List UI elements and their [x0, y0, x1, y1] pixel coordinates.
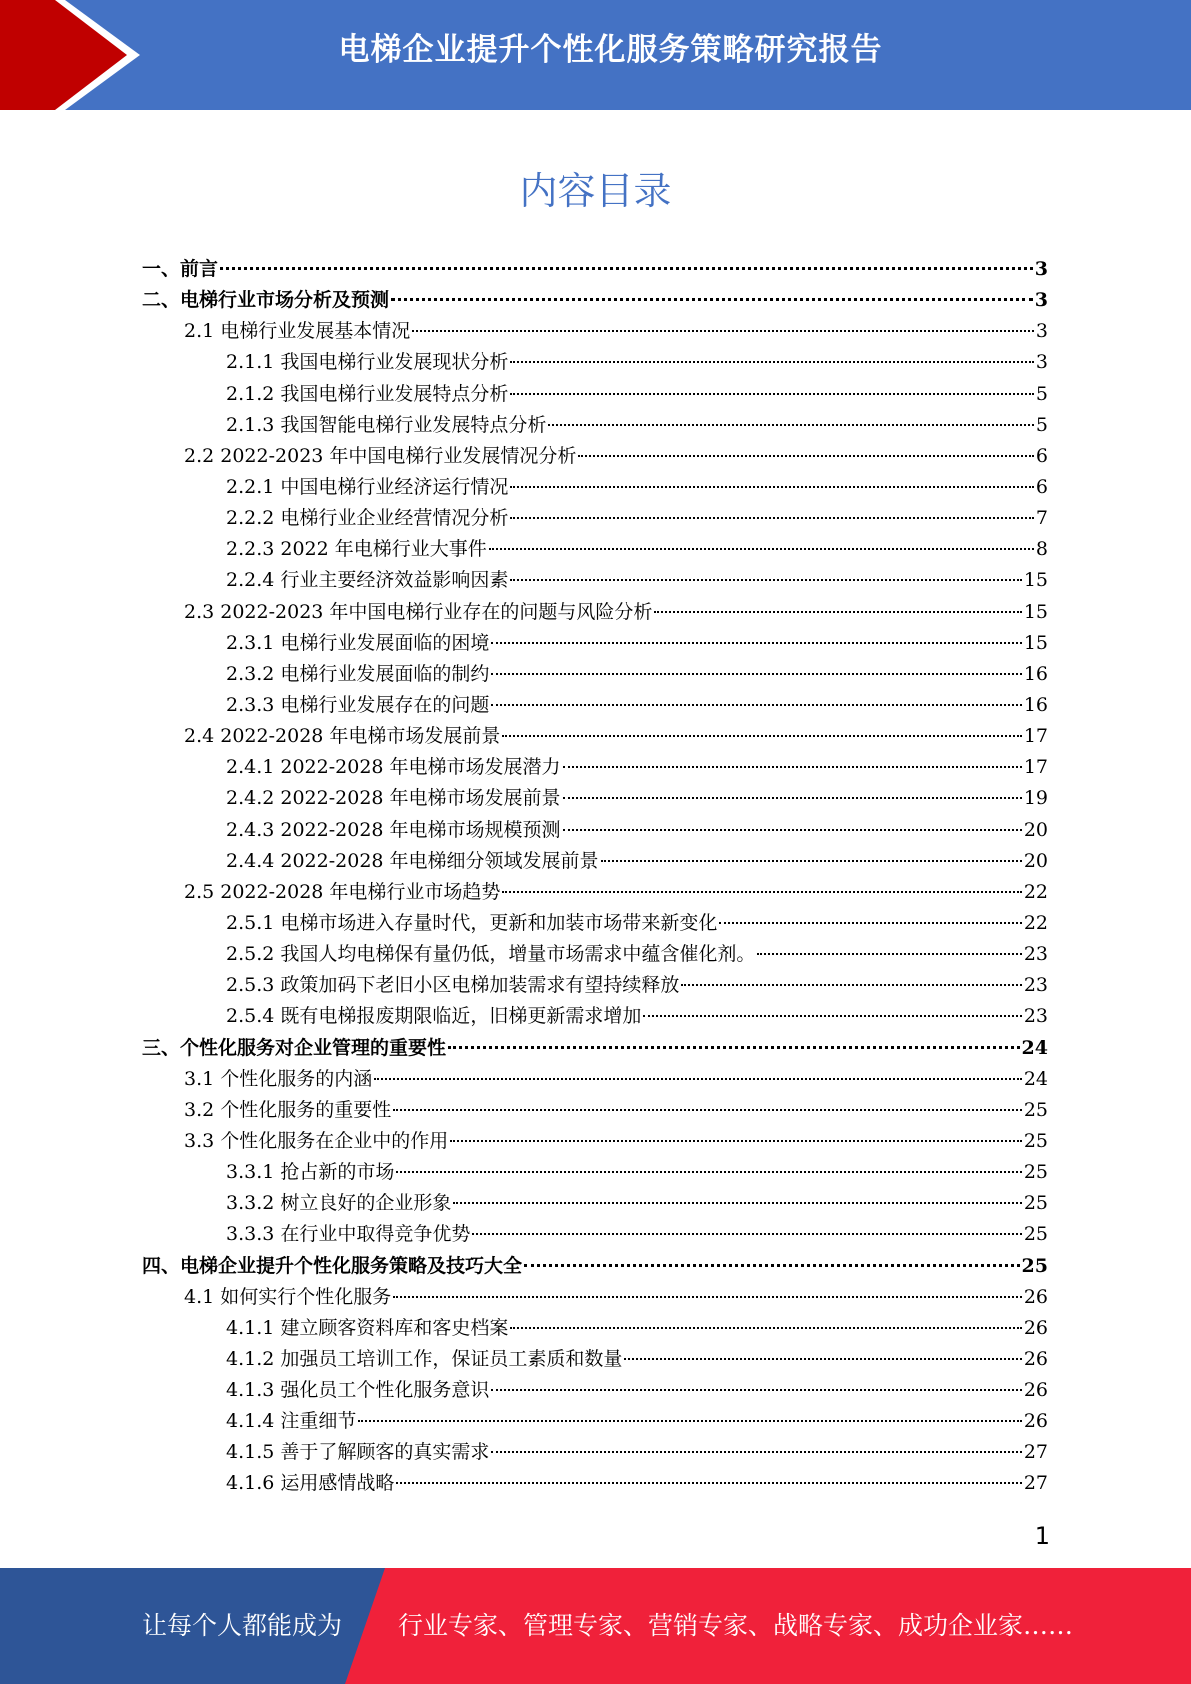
toc-entry-label: 2.3.1 电梯行业发展面临的困境	[226, 631, 490, 654]
toc-dot-leader	[491, 673, 1021, 675]
toc-entry-page: 3	[1035, 320, 1048, 343]
toc-entry-label: 二、电梯行业市场分析及预测	[142, 289, 390, 312]
toc-entry-page: 25	[1021, 1254, 1048, 1277]
toc-dot-leader	[524, 1264, 1020, 1267]
toc-entry-label: 2.2 2022-2023 年中国电梯行业发展情况分析	[184, 444, 577, 467]
toc-dot-leader	[643, 1015, 1021, 1017]
toc-entry-label: 2.5.3 政策加码下老旧小区电梯加装需求有望持续释放	[226, 974, 680, 997]
toc-dot-leader	[396, 1482, 1021, 1484]
toc-entry-label: 2.1.2 我国电梯行业发展特点分析	[226, 382, 509, 405]
toc-entry-page: 6	[1035, 475, 1048, 498]
toc-dot-leader	[220, 267, 1033, 270]
toc-entry[interactable]	[142, 472, 1048, 503]
toc-entry-label: 4.1 如何实行个性化服务	[184, 1285, 392, 1308]
toc-entry-page: 5	[1035, 382, 1048, 405]
table-of-contents	[142, 254, 1048, 1500]
toc-entry-page: 26	[1023, 1410, 1048, 1433]
toc-entry[interactable]	[142, 316, 1048, 347]
toc-dot-leader	[563, 766, 1022, 768]
toc-entry-page: 25	[1023, 1129, 1048, 1152]
toc-dot-leader	[654, 611, 1021, 613]
toc-entry-page: 25	[1023, 1192, 1048, 1215]
toc-entry[interactable]	[142, 597, 1048, 628]
footer-slogan-right: 行业专家、管理专家、营销专家、战略专家、成功企业家……	[398, 1611, 1074, 1640]
toc-entry-label: 2.5.4 既有电梯报废期限临近，旧梯更新需求增加	[226, 1005, 642, 1028]
toc-entry-page: 27	[1023, 1441, 1048, 1464]
toc-entry-label: 4.1.4 注重细节	[226, 1410, 357, 1433]
toc-entry[interactable]	[142, 1468, 1048, 1499]
toc-entry-label: 2.1.1 我国电梯行业发展现状分析	[226, 351, 509, 374]
toc-entry[interactable]	[142, 908, 1048, 939]
toc-entry[interactable]	[142, 1126, 1048, 1157]
toc-dot-leader	[448, 1046, 1020, 1049]
toc-dot-leader	[510, 393, 1034, 395]
toc-entry-label: 3.1 个性化服务的内涵	[184, 1067, 373, 1090]
toc-entry[interactable]	[142, 441, 1048, 472]
toc-dot-leader	[719, 922, 1021, 924]
toc-entry[interactable]	[142, 503, 1048, 534]
toc-entry-page: 23	[1023, 943, 1048, 966]
toc-entry-label: 一、前言	[142, 258, 219, 280]
toc-entry-page: 26	[1023, 1379, 1048, 1402]
toc-entry[interactable]	[142, 1157, 1048, 1188]
toc-entry-page: 17	[1023, 725, 1048, 748]
toc-entry-page: 23	[1023, 1005, 1048, 1028]
toc-entry[interactable]	[142, 970, 1048, 1001]
toc-entry-label: 4.1.1 建立顾客资料库和客史档案	[226, 1316, 509, 1339]
toc-dot-leader	[491, 704, 1021, 706]
toc-entry[interactable]	[142, 565, 1048, 596]
toc-dot-leader	[393, 1296, 1022, 1298]
toc-entry-page: 26	[1023, 1316, 1048, 1339]
toc-entry[interactable]	[142, 1188, 1048, 1219]
toc-dot-leader	[391, 298, 1033, 301]
toc-entry-label: 三、个性化服务对企业管理的重要性	[142, 1036, 447, 1059]
toc-entry[interactable]	[142, 347, 1048, 378]
toc-entry-label: 4.1.5 善于了解顾客的真实需求	[226, 1441, 490, 1464]
report-title: 电梯企业提升个性化服务策略研究报告	[338, 32, 883, 68]
toc-entry-page: 24	[1021, 1036, 1048, 1059]
toc-entry[interactable]	[142, 1282, 1048, 1313]
toc-entry[interactable]	[142, 877, 1048, 908]
toc-entry-page: 22	[1023, 911, 1048, 934]
toc-entry[interactable]	[142, 690, 1048, 721]
toc-entry-page: 15	[1023, 569, 1048, 592]
toc-dot-leader	[491, 1389, 1021, 1391]
toc-heading: 内容目录	[519, 169, 672, 213]
toc-entry-page: 3	[1035, 351, 1048, 374]
toc-entry-label: 四、电梯企业提升个性化服务策略及技巧大全	[142, 1254, 523, 1277]
toc-dot-leader	[453, 1202, 1021, 1204]
toc-entry-label: 2.5.1 电梯市场进入存量时代，更新和加装市场带来新变化	[226, 911, 718, 934]
toc-entry[interactable]	[142, 285, 1048, 316]
toc-entry[interactable]	[142, 254, 1048, 285]
toc-entry-label: 2.3 2022-2023 年中国电梯行业存在的问题与风险分析	[184, 600, 653, 623]
page-number: 1	[1034, 1522, 1050, 1550]
toc-dot-leader	[396, 1171, 1021, 1173]
toc-dot-leader	[510, 361, 1034, 363]
toc-entry-label: 2.4.4 2022-2028 年电梯细分领域发展前景	[226, 849, 599, 872]
toc-entry[interactable]	[142, 939, 1048, 970]
toc-entry-label: 3.3.3 在行业中取得竞争优势	[226, 1223, 471, 1246]
toc-entry-label: 4.1.6 运用感情战略	[226, 1472, 395, 1495]
toc-dot-leader	[510, 1327, 1021, 1329]
toc-entry[interactable]	[142, 379, 1048, 410]
toc-dot-leader	[489, 548, 1034, 550]
toc-entry[interactable]	[142, 1219, 1048, 1250]
toc-entry-label: 2.1 电梯行业发展基本情况	[184, 320, 411, 343]
toc-entry-page: 15	[1023, 600, 1048, 623]
toc-entry[interactable]	[142, 1095, 1048, 1126]
toc-entry-label: 2.2.1 中国电梯行业经济运行情况	[226, 475, 509, 498]
toc-entry-page: 25	[1023, 1098, 1048, 1121]
toc-entry[interactable]	[142, 815, 1048, 846]
toc-entry-page: 6	[1035, 444, 1048, 467]
toc-entry-page: 25	[1023, 1223, 1048, 1246]
toc-entry[interactable]	[142, 1064, 1048, 1095]
page-header	[0, 0, 1191, 110]
toc-dot-leader	[450, 1140, 1022, 1142]
toc-entry-page: 25	[1023, 1161, 1048, 1184]
toc-entry-label: 2.3.3 电梯行业发展存在的问题	[226, 693, 490, 716]
toc-entry-label: 4.1.3 强化员工个性化服务意识	[226, 1379, 490, 1402]
toc-entry[interactable]	[142, 783, 1048, 814]
toc-entry[interactable]	[142, 659, 1048, 690]
toc-dot-leader	[510, 579, 1021, 581]
toc-dot-leader	[510, 486, 1034, 488]
toc-dot-leader	[601, 860, 1022, 862]
toc-entry-label: 2.2.3 2022 年电梯行业大事件	[226, 538, 487, 561]
toc-dot-leader	[412, 330, 1034, 332]
toc-dot-leader	[358, 1420, 1021, 1422]
toc-dot-leader	[548, 424, 1034, 426]
toc-dot-leader	[624, 1358, 1021, 1360]
toc-dot-leader	[491, 1451, 1021, 1453]
toc-entry-label: 3.3.1 抢占新的市场	[226, 1161, 395, 1184]
toc-entry-label: 2.4.1 2022-2028 年电梯市场发展潜力	[226, 756, 561, 779]
toc-entry[interactable]	[142, 1313, 1048, 1344]
toc-entry-page: 20	[1023, 849, 1048, 872]
toc-dot-leader	[681, 984, 1021, 986]
toc-dot-leader	[491, 642, 1021, 644]
toc-entry[interactable]	[142, 846, 1048, 877]
toc-entry-page: 16	[1023, 662, 1048, 685]
toc-entry-label: 2.2.4 行业主要经济效益影响因素	[226, 569, 509, 592]
toc-entry-label: 3.2 个性化服务的重要性	[184, 1098, 392, 1121]
toc-entry-label: 2.1.3 我国智能电梯行业发展特点分析	[226, 413, 547, 436]
toc-entry-page: 15	[1023, 631, 1048, 654]
toc-entry-page: 27	[1023, 1472, 1048, 1495]
toc-entry-label: 2.2.2 电梯行业企业经营情况分析	[226, 507, 509, 530]
toc-entry[interactable]	[142, 1437, 1048, 1468]
toc-entry-page: 7	[1035, 507, 1048, 530]
toc-dot-leader	[757, 953, 1021, 955]
toc-entry[interactable]	[142, 534, 1048, 565]
toc-dot-leader	[510, 517, 1034, 519]
toc-entry[interactable]	[142, 752, 1048, 783]
toc-entry[interactable]	[142, 1375, 1048, 1406]
toc-entry-label: 2.4.3 2022-2028 年电梯市场规模预测	[226, 818, 561, 841]
footer-slogan-left: 让每个人都能成为	[142, 1611, 343, 1640]
toc-dot-leader	[578, 455, 1033, 457]
toc-entry-page: 5	[1035, 413, 1048, 436]
toc-entry-label: 2.4.2 2022-2028 年电梯市场发展前景	[226, 787, 561, 810]
toc-entry-label: 2.5.2 我国人均电梯保有量仍低，增量市场需求中蕴含催化剂。	[226, 943, 756, 966]
toc-dot-leader	[393, 1109, 1022, 1111]
toc-entry[interactable]	[142, 628, 1048, 659]
toc-entry-label: 2.3.2 电梯行业发展面临的制约	[226, 662, 490, 685]
toc-dot-leader	[502, 891, 1021, 893]
toc-entry[interactable]	[142, 1251, 1048, 1282]
toc-entry-page: 22	[1023, 880, 1048, 903]
page-footer	[0, 1568, 1191, 1684]
toc-dot-leader	[472, 1233, 1021, 1235]
toc-entry-page: 23	[1023, 974, 1048, 997]
toc-entry-page: 24	[1023, 1067, 1048, 1090]
toc-entry[interactable]	[142, 721, 1048, 752]
toc-entry[interactable]	[142, 1001, 1048, 1032]
toc-entry-label: 3.3 个性化服务在企业中的作用	[184, 1129, 449, 1152]
toc-dot-leader	[502, 735, 1021, 737]
toc-entry-page: 19	[1023, 787, 1048, 810]
toc-entry-page: 20	[1023, 818, 1048, 841]
toc-entry-label: 2.4 2022-2028 年电梯市场发展前景	[184, 725, 501, 748]
toc-entry-page: 8	[1035, 538, 1048, 561]
toc-entry-label: 4.1.2 加强员工培训工作，保证员工素质和数量	[226, 1347, 623, 1370]
toc-entry-page: 3	[1034, 258, 1048, 280]
toc-entry-page: 3	[1034, 289, 1048, 312]
toc-entry[interactable]	[142, 1033, 1048, 1064]
toc-entry-page: 16	[1023, 693, 1048, 716]
toc-dot-leader	[563, 797, 1022, 799]
toc-entry-label: 2.5 2022-2028 年电梯行业市场趋势	[184, 880, 501, 903]
toc-entry[interactable]	[142, 1344, 1048, 1375]
toc-entry-page: 26	[1023, 1285, 1048, 1308]
toc-entry-page: 26	[1023, 1347, 1048, 1370]
toc-entry-page: 17	[1023, 756, 1048, 779]
toc-dot-leader	[563, 829, 1022, 831]
toc-entry[interactable]	[142, 410, 1048, 441]
toc-entry[interactable]	[142, 1406, 1048, 1437]
toc-entry-label: 3.3.2 树立良好的企业形象	[226, 1192, 452, 1215]
toc-dot-leader	[374, 1078, 1022, 1080]
